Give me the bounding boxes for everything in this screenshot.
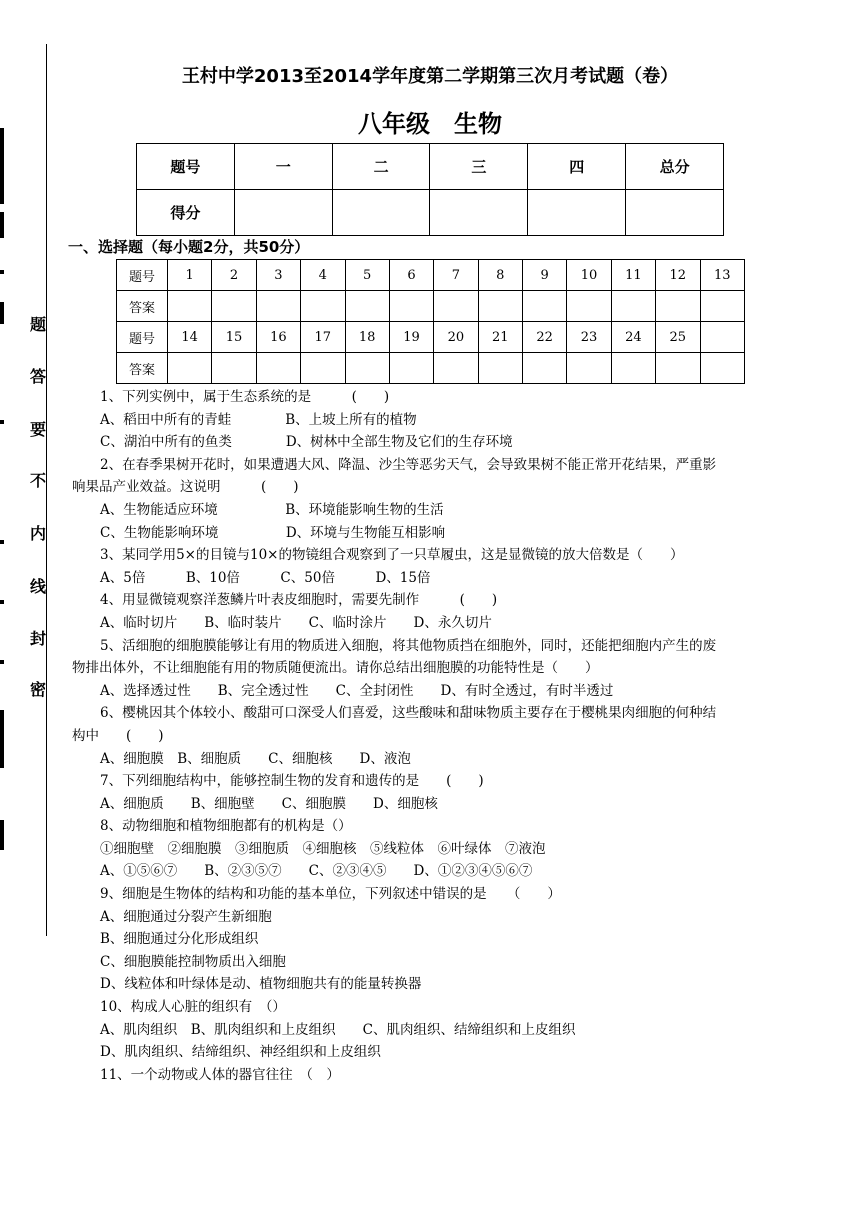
seal-char: 题 [29,315,46,334]
answer-cell[interactable] [611,291,655,322]
answer-cell[interactable] [567,291,611,322]
binding-tick [0,270,4,274]
question-items: ①细胞壁 ②细胞膜 ③细胞质 ④细胞核 ⑤线粒体 ⑥叶绿体 ⑦液泡 [100,840,546,857]
question-options: A、细胞质 B、细胞壁 C、细胞膜 D、细胞核 [100,795,438,812]
question-number: 21 [478,322,522,353]
question-number: 17 [301,322,345,353]
question-stem: 8、动物细胞和植物细胞都有的机构是（） [100,818,352,835]
seal-char: 密 [29,680,46,699]
question-number: 11 [611,260,655,291]
question-number: 15 [212,322,256,353]
question-number: 14 [168,322,212,353]
question-stem: 11、一个动物或人体的器官往往 （ ） [100,1066,340,1083]
question-number: 25 [656,322,700,353]
exam-subtitle: 八年级 生物 [358,110,502,138]
answer-grid-label: 题号 [117,322,168,353]
question-options: A、细胞膜 B、细胞质 C、细胞核 D、液泡 [100,750,411,767]
binding-mark [0,820,4,850]
answer-cell[interactable] [168,291,212,322]
question-options: D、线粒体和叶绿体是动、植物细胞共有的能量转换器 [100,976,422,993]
seal-char: 答 [29,367,46,386]
question-number: 9 [523,260,567,291]
answer-cell[interactable] [212,353,256,384]
answer-grid-label: 题号 [117,260,168,291]
question-options: B、细胞通过分化形成组织 [100,931,259,948]
question-options: C、生物能影响环境 D、环境与生物能互相影响 [100,524,446,541]
seal-char: 线 [29,577,46,596]
answer-cell[interactable] [523,353,567,384]
binding-mark [0,212,4,238]
answer-grid [116,259,745,384]
answer-cell[interactable] [434,353,478,384]
answer-row [117,353,745,384]
answer-cell[interactable] [567,353,611,384]
score-cell[interactable] [430,190,528,236]
answer-cell[interactable] [700,291,745,322]
question-number: 22 [523,322,567,353]
answer-cell[interactable] [301,291,345,322]
question-number: 16 [256,322,300,353]
question-number: 23 [567,322,611,353]
question-options: D、肌肉组织、结缔组织、神经组织和上皮组织 [100,1044,381,1061]
answer-number-row [117,322,745,353]
answer-cell[interactable] [389,291,433,322]
score-header-cell: 四 [528,144,626,190]
question-number: 2 [212,260,256,291]
answer-row [117,291,745,322]
score-table [136,143,724,236]
seal-char: 封 [29,629,46,648]
question-options: A、5倍 B、10倍 C、50倍 D、15倍 [100,569,431,586]
answer-cell[interactable] [256,353,300,384]
score-header-cell: 二 [332,144,430,190]
question-options: A、①⑤⑥⑦ B、②③⑤⑦ C、②③④⑤ D、①②③④⑤⑥⑦ [100,863,533,880]
answer-cell[interactable] [611,353,655,384]
question-number: 6 [389,260,433,291]
score-row [137,190,724,236]
question-number: 8 [478,260,522,291]
binding-mark [0,302,4,324]
answer-cell[interactable] [212,291,256,322]
answer-grid-label: 答案 [117,353,168,384]
answer-cell[interactable] [256,291,300,322]
seal-char: 要 [29,420,46,439]
exam-title: 王村中学2013至2014学年度第二学期第三次月考试题（卷） [181,66,679,87]
answer-cell[interactable] [389,353,433,384]
question-options: C、湖泊中所有的鱼类 D、树林中全部生物及它们的生存环境 [100,434,513,451]
seal-char: 不 [29,471,46,490]
question-list [72,386,800,1086]
answer-cell[interactable] [478,291,522,322]
question-number: 12 [656,260,700,291]
question-number: 7 [434,260,478,291]
question-number: 5 [345,260,389,291]
question-stem: 1、下列实例中，属于生态系统的是 ( ) [100,389,390,405]
question-stem: 5、活细胞的细胞膜能够让有用的物质进入细胞，将其他物质挡在细胞外，同时，还能把细胞内产生的废 [100,637,717,654]
question-stem-continued: 构中 ( ) [72,727,164,744]
answer-cell[interactable] [301,353,345,384]
question-stem: 7、下列细胞结构中，能够控制生物的发育和遗传的是 ( ) [100,773,484,790]
question-number: 4 [301,260,345,291]
answer-cell[interactable] [656,291,700,322]
score-header-cell: 总分 [626,144,724,190]
binding-tick [0,540,4,544]
question-options: A、生物能适应环境 B、环境能影响生物的生活 [100,501,444,518]
question-stem: 6、樱桃因其个体较小、酸甜可口深受人们喜爱，这些酸味和甜味物质主要存在于樱桃果肉细胞的何种结 [100,705,717,722]
question-number: 3 [256,260,300,291]
binding-mark [0,128,4,204]
question-options: A、细胞通过分裂产生新细胞 [100,908,272,925]
question-number: 1 [168,260,212,291]
seal-char: 内 [29,524,46,543]
answer-cell[interactable] [168,353,212,384]
question-number: 13 [700,260,745,291]
answer-cell[interactable] [523,291,567,322]
question-stem: 10、构成人心脏的组织有 （） [100,999,286,1016]
binding-tick [0,660,4,664]
question-options: A、肌肉组织 B、肌肉组织和上皮组织 C、肌肉组织、结缔组织和上皮组织 [100,1021,576,1038]
question-options: A、临时切片 B、临时装片 C、临时涂片 D、永久切片 [100,614,492,631]
question-stem: 2、在春季果树开花时，如果遭遇大风、降温、沙尘等恶劣天气，会导致果树不能正常开花结果，严重影 [100,456,717,473]
answer-cell[interactable] [700,353,745,384]
question-number: 19 [389,322,433,353]
score-row-label: 得分 [137,190,235,236]
score-cell[interactable] [528,190,626,236]
question-number: 18 [345,322,389,353]
score-header-cell: 一 [234,144,332,190]
question-options: A、选择透过性 B、完全透过性 C、全封闭性 D、有时全透过，有时半透过 [100,682,614,699]
question-number [700,322,745,353]
question-stem-continued: 响果品产业效益。这说明 ( ) [72,479,299,496]
binding-mark [0,710,4,768]
score-cell[interactable] [626,190,724,236]
score-header-cell: 题号 [137,144,235,190]
answer-cell[interactable] [656,353,700,384]
answer-cell[interactable] [434,291,478,322]
answer-cell[interactable] [345,353,389,384]
question-stem: 9、细胞是生物体的结构和功能的基本单位，下列叙述中错误的是 （ ） [100,886,561,903]
binding-tick [0,600,4,604]
answer-cell[interactable] [478,353,522,384]
question-stem: 3、某同学用5×的目镜与10×的物镜组合观察到了一只草履虫，这是显微镜的放大倍数是（ ） [100,547,684,564]
question-number: 20 [434,322,478,353]
binding-tick [0,420,4,424]
question-options: A、稻田中所有的青蛙 B、上坡上所有的植物 [100,411,417,428]
question-number: 24 [611,322,655,353]
score-header-row [137,144,724,190]
question-number: 10 [567,260,611,291]
section-heading: 一、选择题（每小题2分，共50分） [68,238,310,256]
answer-number-row [117,260,745,291]
score-cell[interactable] [234,190,332,236]
answer-cell[interactable] [345,291,389,322]
answer-grid-label: 答案 [117,291,168,322]
question-options: C、细胞膜能控制物质出入细胞 [100,953,286,970]
question-stem-continued: 物排出体外，不让细胞能有用的物质随便流出。请你总结出细胞膜的功能特性是（ ） [72,660,599,677]
score-header-cell: 三 [430,144,528,190]
question-stem: 4、用显微镜观察洋葱鳞片叶表皮细胞时，需要先制作 ( ) [100,592,498,609]
score-cell[interactable] [332,190,430,236]
